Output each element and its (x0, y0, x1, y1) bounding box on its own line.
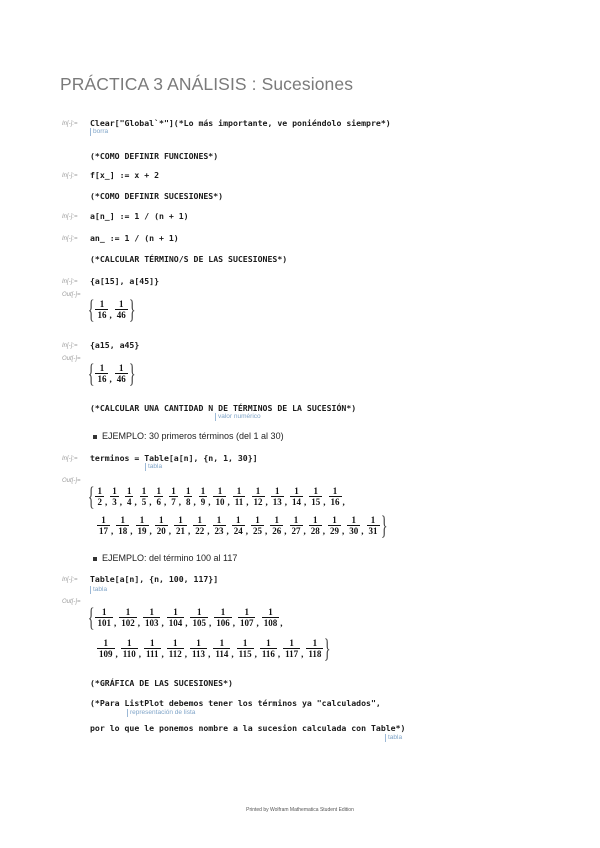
footer-text: Printed by Wolfram Mathematica Student Edition (246, 807, 354, 813)
comma: , (178, 497, 181, 507)
fraction-numerator: 1 (312, 638, 318, 648)
fraction (329, 487, 342, 507)
comment-funciones[interactable]: (*COMO DEFINIR FUNCIONES*) (90, 151, 219, 161)
comment-listplot[interactable]: (*Para ListPlot debemos tener los términos ya "calculados", (90, 698, 381, 708)
fraction-denominator: 110 (122, 649, 136, 659)
comment-cantidad[interactable]: (*CALCULAR UNA CANTIDAD N DE TÉRMINOS DE LA SUCESIÓN*) (90, 403, 357, 413)
comma: , (322, 526, 325, 536)
fraction (121, 639, 138, 659)
fraction-denominator: 19 (137, 526, 147, 536)
fraction-denominator: 16 (97, 310, 107, 320)
fraction-numerator: 1 (289, 638, 294, 648)
fraction-denominator: 14 (292, 497, 301, 507)
fraction-numerator: 1 (266, 638, 271, 648)
fraction-denominator: 46 (116, 310, 126, 320)
output-1 (88, 297, 135, 323)
close-brace: } (128, 359, 136, 388)
fraction-numerator: 1 (313, 515, 318, 525)
comma: , (168, 526, 171, 536)
close-brace: } (128, 295, 136, 324)
comma: , (104, 497, 108, 507)
fraction (251, 516, 264, 536)
fraction-denominator: 5 (141, 497, 147, 507)
bullet-text: EJEMPLO: del término 100 al 117 (102, 553, 238, 563)
comma: , (226, 526, 229, 536)
fraction (367, 516, 380, 536)
fraction (213, 487, 226, 507)
fraction-numerator: 1 (332, 515, 337, 525)
fraction-denominator: 20 (156, 526, 166, 536)
out-label: Out[-]= (62, 356, 81, 362)
comma: , (161, 649, 164, 659)
fraction-numerator: 1 (196, 638, 201, 648)
comma: , (134, 497, 137, 507)
fraction (193, 516, 206, 536)
fraction-denominator: 6 (156, 497, 161, 507)
comma: , (208, 649, 211, 659)
fraction-denominator: 28 (310, 526, 320, 536)
fraction-denominator: 26 (272, 526, 282, 536)
comma: , (323, 497, 326, 507)
fraction (213, 639, 230, 659)
open-brace: { (87, 482, 95, 511)
fraction-denominator: 21 (176, 526, 185, 536)
fraction (237, 639, 254, 659)
fraction-numerator: 1 (216, 515, 222, 525)
in-label: In[-]:= (62, 577, 78, 583)
fraction-numerator: 1 (118, 363, 124, 373)
fraction (116, 516, 129, 536)
table-hint[interactable]: tabla (145, 463, 162, 471)
fraction-numerator: 1 (236, 486, 242, 496)
fraction (115, 364, 128, 384)
output-4-line-1 (88, 605, 284, 631)
fraction-numerator: 1 (185, 486, 191, 496)
fraction-denominator: 46 (116, 374, 126, 384)
fraction-denominator: 118 (308, 649, 322, 659)
fraction (155, 516, 168, 536)
comma: , (138, 649, 142, 659)
fraction-denominator: 10 (215, 497, 225, 507)
comma: , (149, 497, 152, 507)
fraction-denominator: 24 (233, 526, 243, 536)
fraction-numerator: 1 (332, 486, 338, 496)
fraction (283, 639, 300, 659)
fraction (167, 639, 184, 659)
fraction-numerator: 1 (294, 486, 299, 496)
bullet-ejemplo-2 (93, 553, 237, 563)
fraction (306, 639, 323, 659)
fraction-numerator: 1 (99, 299, 105, 309)
fraction-denominator: 12 (253, 497, 263, 507)
fraction-numerator: 1 (125, 607, 131, 617)
fraction-denominator: 9 (200, 497, 206, 507)
fraction-denominator: 116 (261, 649, 275, 659)
fraction-numerator: 1 (118, 299, 124, 309)
fraction-numerator: 1 (313, 486, 318, 496)
comma: , (342, 526, 345, 536)
comma: , (361, 526, 364, 536)
fraction-numerator: 1 (120, 515, 125, 525)
out-label: Out[-]= (62, 292, 81, 298)
fraction (347, 516, 360, 536)
fraction-denominator: 105 (192, 618, 206, 628)
in-label: In[-]:= (62, 236, 78, 242)
fraction-numerator: 1 (141, 486, 147, 496)
fraction-numerator: 1 (196, 607, 202, 617)
fraction-denominator: 15 (311, 497, 321, 507)
table-hint[interactable]: tabla (90, 586, 107, 594)
comment-grafica[interactable]: (*GRÁFICA DE LAS SUCESIONES*) (90, 678, 233, 688)
fraction-denominator: 115 (238, 649, 252, 659)
close-brace: } (324, 634, 332, 663)
fraction-numerator: 1 (171, 486, 176, 496)
comma: , (254, 649, 257, 659)
fraction (233, 486, 249, 507)
listplot-hint[interactable]: representación de lista (127, 709, 195, 717)
fraction-numerator: 1 (370, 515, 376, 525)
comment-termino[interactable]: (*CALCULAR TÉRMINO/S DE LAS SUCESIONES*) (90, 254, 288, 264)
fraction-numerator: 1 (127, 638, 132, 648)
comma: , (208, 618, 212, 628)
comma: , (246, 497, 249, 507)
comma: , (111, 526, 114, 536)
fraction (270, 516, 283, 536)
fraction (167, 607, 188, 628)
fraction-numerator: 1 (103, 638, 108, 648)
fraction-denominator: 114 (215, 649, 229, 659)
fraction (143, 607, 164, 628)
fraction-denominator: 30 (349, 526, 359, 536)
fraction-numerator: 1 (255, 515, 260, 525)
fraction (119, 608, 137, 628)
fraction-denominator: 3 (112, 497, 117, 507)
fraction-numerator: 1 (149, 607, 154, 617)
comma: , (113, 618, 117, 628)
output-2 (88, 361, 135, 387)
clear-hint[interactable]: borra (90, 128, 108, 136)
fraction-denominator: 111 (146, 649, 159, 659)
fraction-numerator: 1 (173, 607, 178, 617)
fraction (97, 639, 115, 659)
fraction-numerator: 1 (101, 515, 106, 525)
terminos-cell[interactable]: terminos = Table[a[n], {n, 1, 30}] (90, 453, 258, 463)
fraction (232, 516, 245, 536)
close-brace: } (380, 511, 388, 540)
comma: , (119, 497, 122, 507)
fraction (271, 487, 284, 507)
comma: , (301, 649, 304, 659)
in-label: In[-]:= (62, 121, 78, 127)
fraction (199, 486, 211, 507)
fraction-numerator: 1 (217, 486, 223, 496)
fraction (238, 607, 259, 628)
fraction (95, 300, 108, 320)
fraction (144, 639, 161, 659)
def-f-cell[interactable]: f[x_] := x + 2 (90, 170, 160, 180)
fraction (214, 608, 232, 628)
fraction-numerator: 1 (112, 486, 117, 496)
comma: , (256, 618, 259, 628)
cantidad-hint[interactable]: valor numérico (215, 413, 261, 421)
fraction-numerator: 1 (101, 607, 107, 617)
fraction-denominator: 117 (285, 649, 299, 659)
fraction-denominator: 104 (168, 618, 183, 628)
fraction-denominator: 13 (272, 497, 282, 507)
table-hint-2[interactable]: tabla (385, 734, 402, 742)
fraction-numerator: 1 (159, 515, 164, 525)
fraction-numerator: 1 (275, 486, 280, 496)
fraction (260, 639, 277, 659)
comma: , (161, 618, 164, 628)
comma: , (109, 374, 112, 384)
in-label: In[-]:= (62, 173, 78, 179)
comma: , (277, 649, 281, 659)
fraction-denominator: 16 (97, 374, 107, 384)
comma: , (231, 649, 234, 659)
fraction-denominator: 31 (368, 526, 378, 536)
comma: , (109, 310, 112, 320)
fraction-numerator: 1 (220, 607, 226, 617)
fraction-numerator: 1 (293, 515, 299, 525)
fraction (136, 516, 149, 536)
comma: , (265, 497, 268, 507)
fraction-numerator: 1 (178, 515, 183, 525)
out-label: Out[-]= (62, 599, 81, 605)
fraction-numerator: 1 (268, 607, 273, 617)
fraction (97, 516, 110, 536)
clear-cell[interactable]: Clear["Global`*"](*Lo más importante, ve poniéndolo siempre*) (90, 118, 391, 128)
fraction-denominator: 7 (171, 497, 176, 507)
fraction-denominator: 102 (121, 618, 135, 628)
def-a-sub-cell[interactable]: an_ := 1 / (n + 1) (90, 233, 179, 243)
fraction-denominator: 17 (99, 526, 108, 536)
fraction (95, 364, 108, 384)
fraction-numerator: 1 (156, 486, 161, 496)
fraction-numerator: 1 (97, 486, 102, 496)
comma: , (245, 526, 248, 536)
comma: , (188, 526, 191, 536)
fraction (174, 516, 187, 536)
in-label: In[-]:= (62, 343, 78, 349)
bullet-icon (93, 435, 97, 439)
fraction-numerator: 1 (255, 486, 261, 496)
output-4-line-2 (96, 636, 331, 662)
output-3-line-2 (96, 513, 387, 539)
fraction (309, 516, 322, 536)
fraction-denominator: 109 (99, 649, 113, 659)
fraction-denominator: 2 (97, 497, 102, 507)
fraction-numerator: 1 (242, 638, 248, 648)
fraction-numerator: 1 (139, 515, 145, 525)
bullet-text: EJEMPLO: 30 primeros términos (del 1 al 30) (102, 431, 284, 441)
fraction-numerator: 1 (274, 515, 279, 525)
fraction-denominator: 23 (214, 526, 224, 536)
comment-sucesiones[interactable]: (*COMO DEFINIR SUCESIONES*) (90, 191, 224, 201)
in-label: In[-]:= (62, 279, 78, 285)
fraction-denominator: 107 (239, 618, 254, 628)
comma: , (185, 618, 188, 628)
comma: , (115, 649, 118, 659)
fraction-denominator: 27 (291, 526, 301, 536)
comma: , (284, 497, 287, 507)
fraction (169, 487, 178, 507)
table2-cell[interactable]: Table[a[n], {n, 100, 117}] (90, 574, 219, 584)
open-brace: { (87, 359, 95, 388)
bullet-icon (93, 557, 97, 561)
fraction (262, 607, 283, 628)
fraction-denominator: 108 (263, 618, 278, 628)
fraction-denominator: 29 (330, 526, 339, 536)
fraction (190, 608, 208, 628)
output-3-line-1 (88, 484, 347, 510)
fraction-numerator: 1 (150, 638, 155, 648)
fraction-numerator: 1 (99, 363, 105, 373)
fraction-denominator: 22 (195, 526, 205, 536)
comma: , (284, 526, 287, 536)
fraction (190, 639, 207, 659)
comment-listplot-2[interactable]: por lo que le ponemos nombre a la sucesion calculada con Table*) (90, 723, 406, 733)
fraction-denominator: 25 (253, 526, 262, 536)
fraction (213, 516, 226, 536)
comma: , (265, 526, 268, 536)
in-label: In[-]:= (62, 214, 78, 220)
fraction-denominator: 16 (330, 497, 340, 507)
eval-a-cell[interactable]: {a[15], a[45]} (90, 276, 160, 286)
comma: , (207, 526, 210, 536)
comma: , (149, 526, 152, 536)
comma: , (304, 497, 307, 507)
comma: , (342, 497, 345, 507)
fraction (328, 516, 341, 536)
comma: , (137, 618, 140, 628)
comma: , (232, 618, 235, 628)
fraction-denominator: 113 (192, 649, 206, 659)
fraction-numerator: 1 (197, 515, 202, 525)
fraction (110, 487, 119, 507)
comma: , (303, 526, 306, 536)
fraction-numerator: 1 (351, 515, 356, 525)
fraction-denominator: 101 (97, 618, 111, 628)
in-label: In[-]:= (62, 456, 78, 462)
fraction-numerator: 1 (200, 486, 206, 496)
fraction-numerator: 1 (244, 607, 249, 617)
fraction-denominator: 106 (216, 618, 230, 628)
eval-a-sub-cell[interactable]: {a15, a45} (90, 340, 140, 350)
fraction (95, 487, 104, 507)
comma: , (193, 497, 196, 507)
fraction-denominator: 103 (144, 618, 159, 628)
def-a-cell[interactable]: a[n_] := 1 / (n + 1) (90, 211, 189, 221)
fraction (154, 487, 163, 507)
fraction-denominator: 112 (168, 649, 182, 659)
fraction-numerator: 1 (173, 638, 178, 648)
comma: , (208, 497, 211, 507)
fraction (309, 487, 322, 507)
comma: , (163, 497, 167, 507)
comma: , (184, 649, 188, 659)
notebook-title: PRÁCTICA 3 ANÁLISIS : Sucesiones (60, 74, 354, 94)
fraction-denominator: 8 (185, 497, 191, 507)
fraction-denominator: 18 (118, 526, 128, 536)
fraction-denominator: 11 (234, 497, 244, 507)
fraction (184, 486, 196, 507)
fraction (140, 486, 152, 507)
bullet-ejemplo-1 (93, 431, 284, 441)
fraction (95, 608, 113, 628)
fraction (290, 516, 303, 536)
open-brace: { (87, 603, 95, 632)
comma: , (130, 526, 133, 536)
fraction (115, 300, 128, 320)
fraction-denominator: 4 (126, 497, 132, 507)
fraction-numerator: 1 (236, 515, 241, 525)
open-brace: { (87, 295, 95, 324)
fraction-numerator: 1 (219, 638, 225, 648)
fraction-numerator: 1 (126, 486, 132, 496)
fraction (290, 487, 303, 507)
comma: , (280, 618, 283, 628)
fraction (252, 487, 265, 507)
out-label: Out[-]= (62, 478, 81, 484)
comma: , (227, 497, 230, 507)
fraction (125, 486, 137, 507)
